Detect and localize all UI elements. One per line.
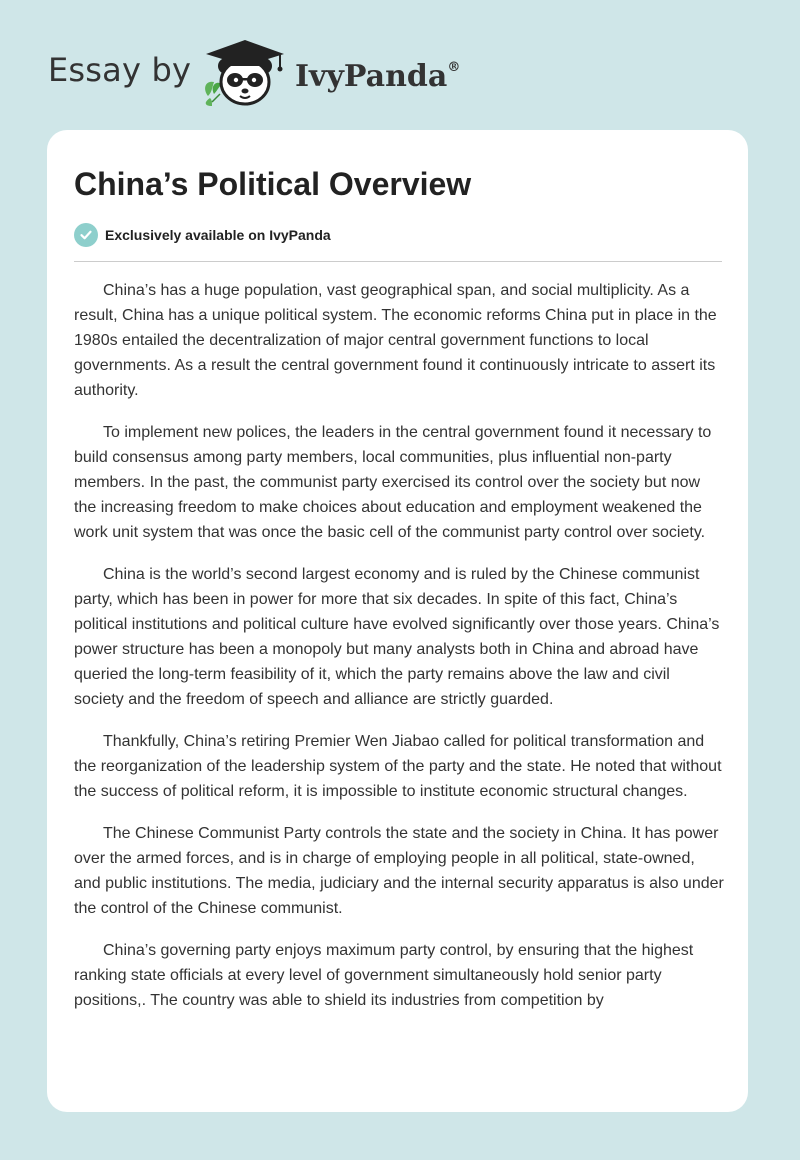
page-title: China’s Political Overview bbox=[74, 166, 472, 202]
exclusive-badge bbox=[74, 222, 331, 248]
brand-name[interactable] bbox=[295, 52, 460, 97]
paragraph: To implement new polices, the leaders in the central government found it necessary to build consensus among party members, local communities, plus influential non-party members. In the past, the communist party exercised its control over the society but now the increasing freedom to make choices about education and employment weakened the work unit system that was once the basic cell of the communist party control over society. bbox=[74, 424, 712, 541]
paragraph: China is the world’s second largest economy and is ruled by the Chinese communist party, which has been in power for more that six decades. In spite of this fact, China’s political institutions and political culture have evolved significantly over those years. China’s power structure has been a monopoly but many analysts both in China and abroad have queried the long-term feasibility of it, which the party remains above the law and civil society and the freedom of speech and alliance are strictly guarded. bbox=[74, 566, 720, 708]
check-icon bbox=[74, 223, 98, 247]
divider bbox=[74, 261, 722, 262]
paragraph: The Chinese Communist Party controls the state and the society in China. It has power over the armed forces, and is in charge of employing people in all political, state-owned, and public institutions. The media, judiciary and the internal security apparatus is also under the control of the Chinese communist. bbox=[74, 825, 724, 917]
essay-body bbox=[74, 278, 724, 1030]
site-header bbox=[0, 0, 800, 120]
registered-mark: ® bbox=[447, 60, 461, 75]
paragraph: China’s has a huge population, vast geographical span, and social multiplicity. As a result, China has a unique political system. The economic reforms China put in place in the 1980s entailed the decentralization of major central government functions to local governments. As a result the central government found it continuously intricate to assert its authority. bbox=[74, 282, 717, 399]
exclusive-label: Exclusively available on IvyPanda bbox=[105, 227, 331, 243]
paragraph: China’s governing party enjoys maximum party control, by ensuring that the highest ranking state officials at every level of government simultaneously hold senior party positions,. The country was able to shield its industries from competition by bbox=[74, 942, 694, 1009]
panda-logo-icon[interactable] bbox=[200, 36, 290, 108]
paragraph: Thankfully, China’s retiring Premier Wen Jiabao called for political transformation and the reorganization of the leadership system of the party and the state. He noted that without the success of political reform, it is impossible to institute economic structural changes. bbox=[74, 733, 722, 800]
essay-by-label: Essay by bbox=[48, 51, 192, 89]
essay-card bbox=[47, 130, 748, 1112]
brand-name-text: IvyPanda bbox=[295, 59, 448, 94]
